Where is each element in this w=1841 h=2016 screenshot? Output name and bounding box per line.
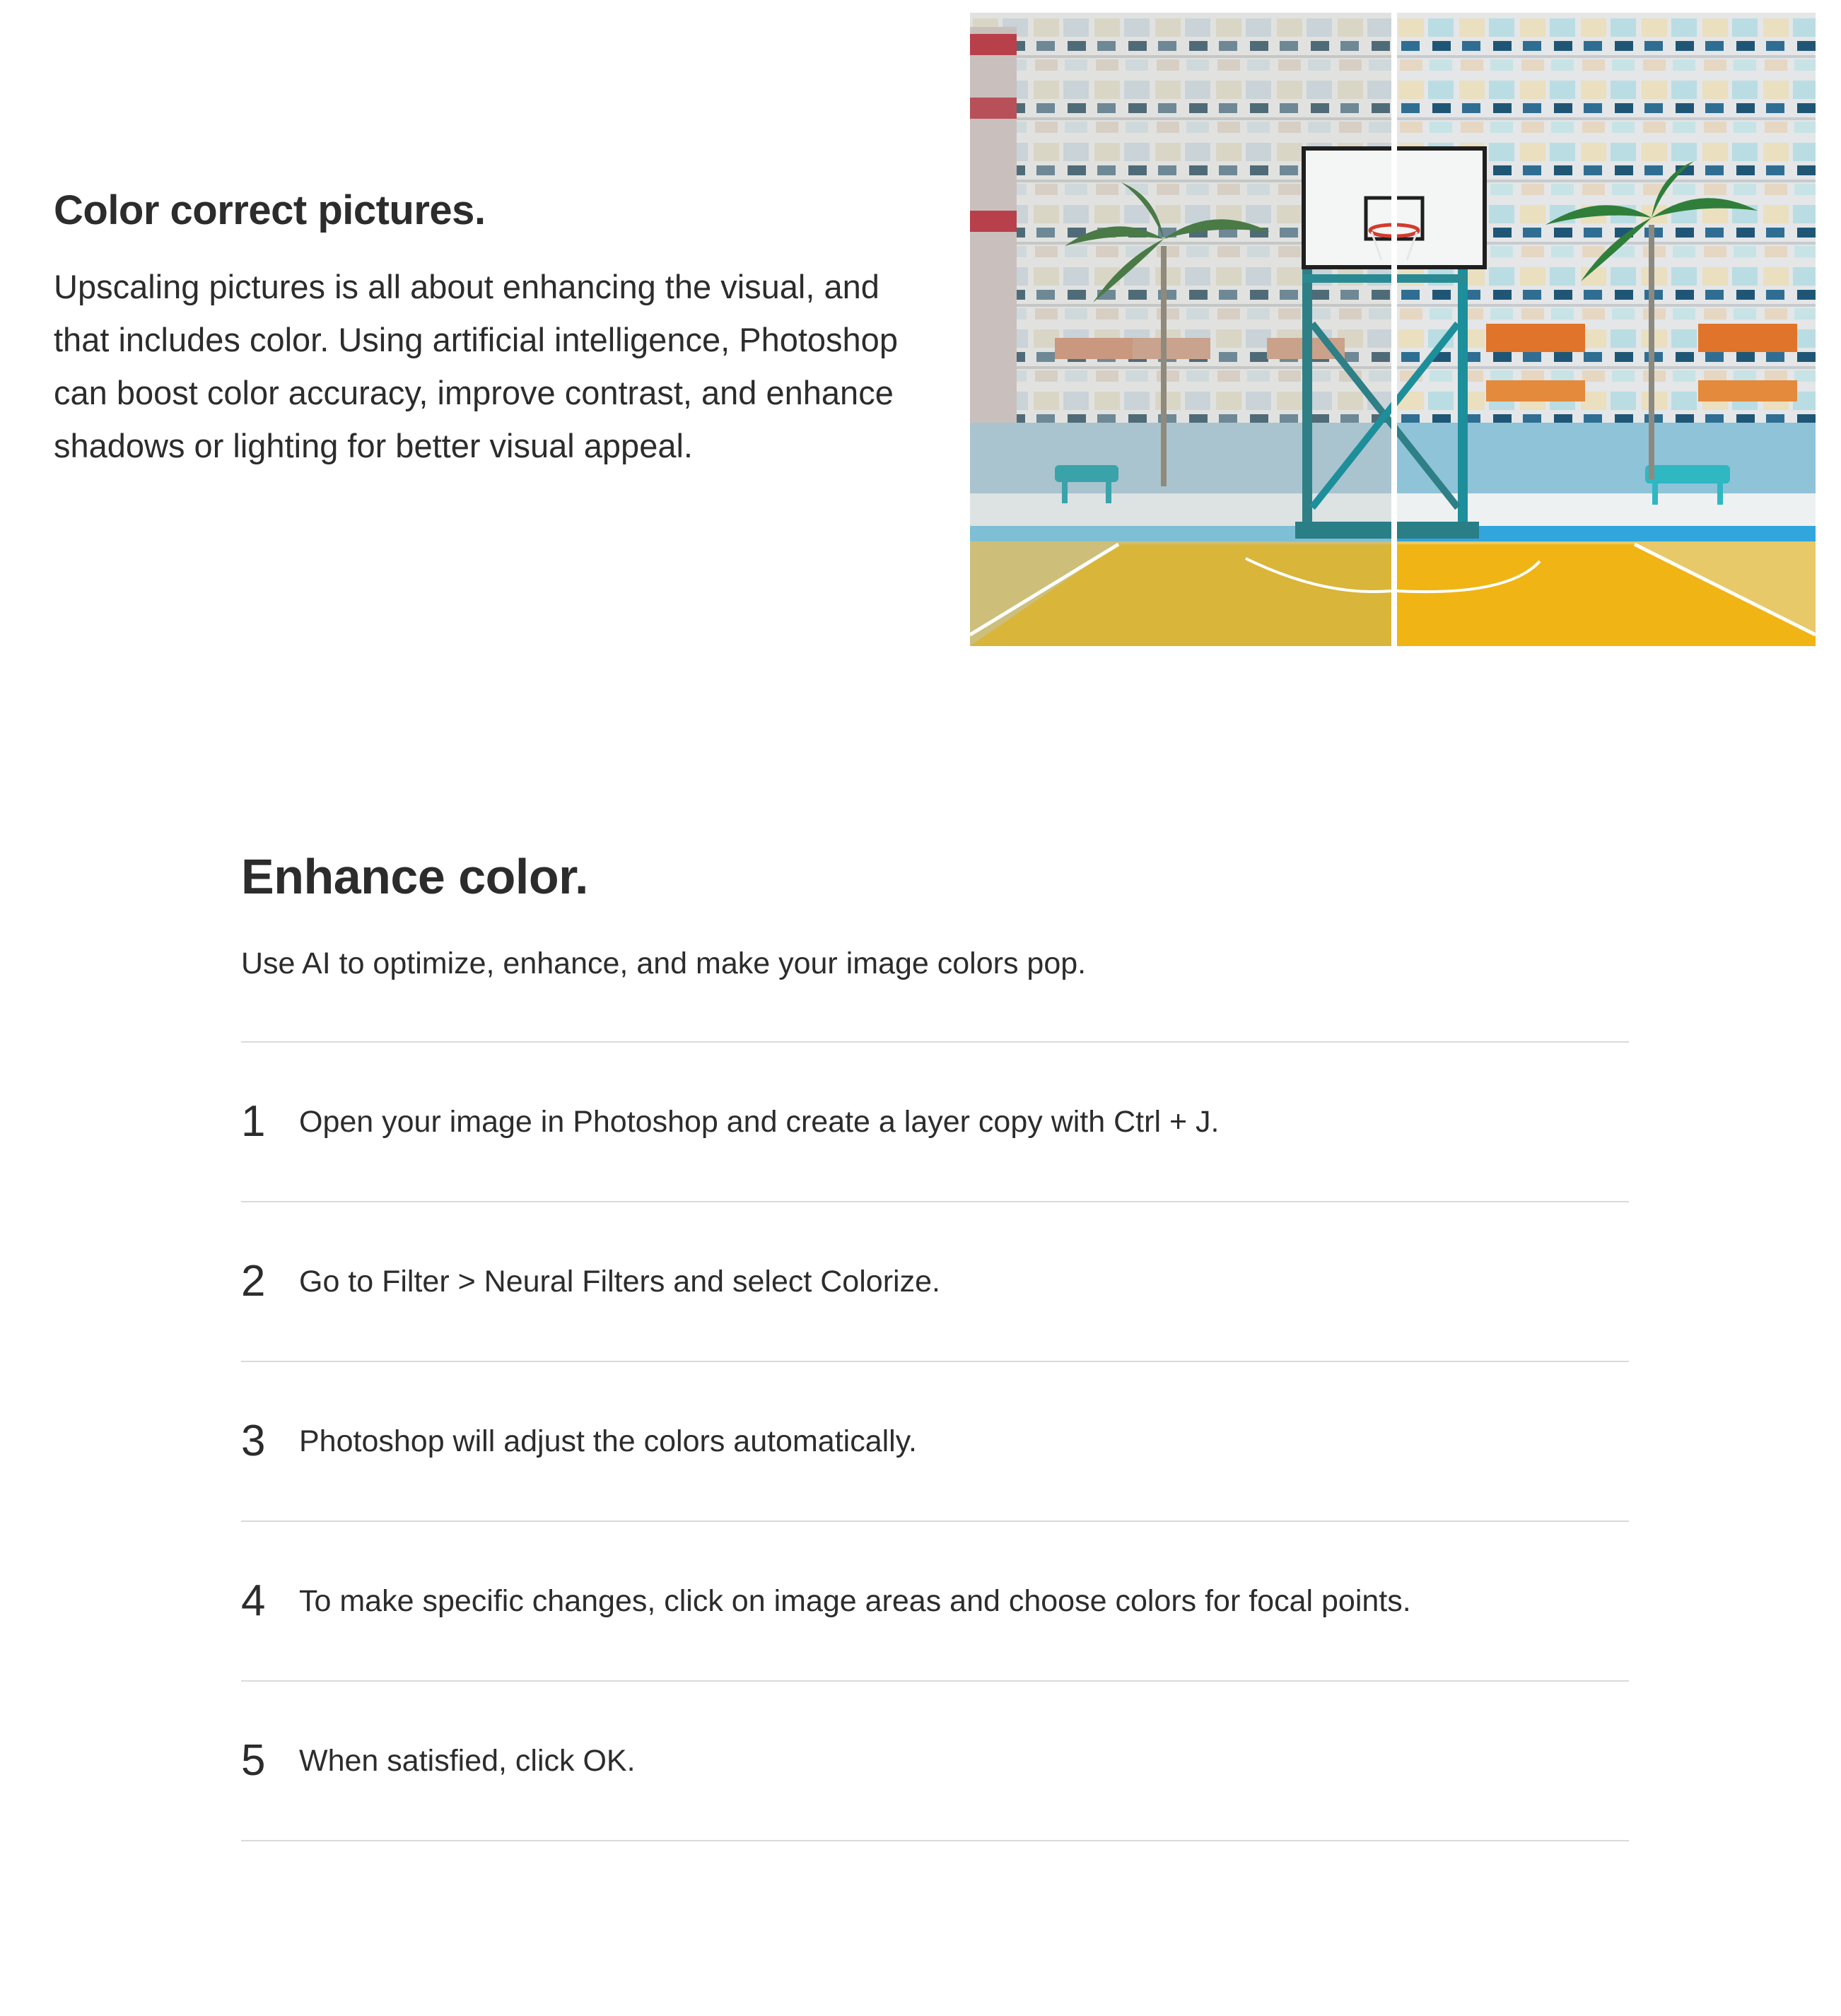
step-text: Photoshop will adjust the colors automatically. [299, 1424, 917, 1458]
step-number: 1 [241, 1097, 266, 1146]
step-number: 2 [241, 1257, 266, 1306]
step-item [241, 1043, 1629, 1202]
step-text: Open your image in Photoshop and create a layer copy with Ctrl + J. [299, 1105, 1220, 1139]
section-title: Enhance color. [241, 849, 588, 904]
step-item [241, 1362, 1629, 1522]
enhance-color-section [241, 845, 1629, 1841]
step-text: Go to Filter > Neural Filters and select Colorize. [299, 1265, 940, 1299]
step-item [241, 1522, 1629, 1682]
step-number: 4 [241, 1576, 266, 1625]
feature-body: Upscaling pictures is all about enhancing the visual, and that includes color. Using artificial intelligence, Photoshop can boost color accuracy, improve contrast, and enhance shadows or lighting for better visual appeal. [54, 268, 898, 464]
before-after-basketball-court-photo [970, 13, 1816, 646]
step-text: To make specific changes, click on image areas and choose colors for focal points. [299, 1584, 1411, 1618]
step-item [241, 1202, 1629, 1362]
step-item [241, 1682, 1629, 1841]
step-text: When satisfied, click OK. [299, 1744, 636, 1778]
section-subtitle: Use AI to optimize, enhance, and make your image colors pop. [241, 947, 1087, 980]
steps-list [241, 1041, 1629, 1841]
feature-title: Color correct pictures. [54, 187, 486, 233]
step-number: 3 [241, 1417, 266, 1465]
feature-text-block [54, 181, 902, 472]
step-number: 5 [241, 1736, 266, 1785]
